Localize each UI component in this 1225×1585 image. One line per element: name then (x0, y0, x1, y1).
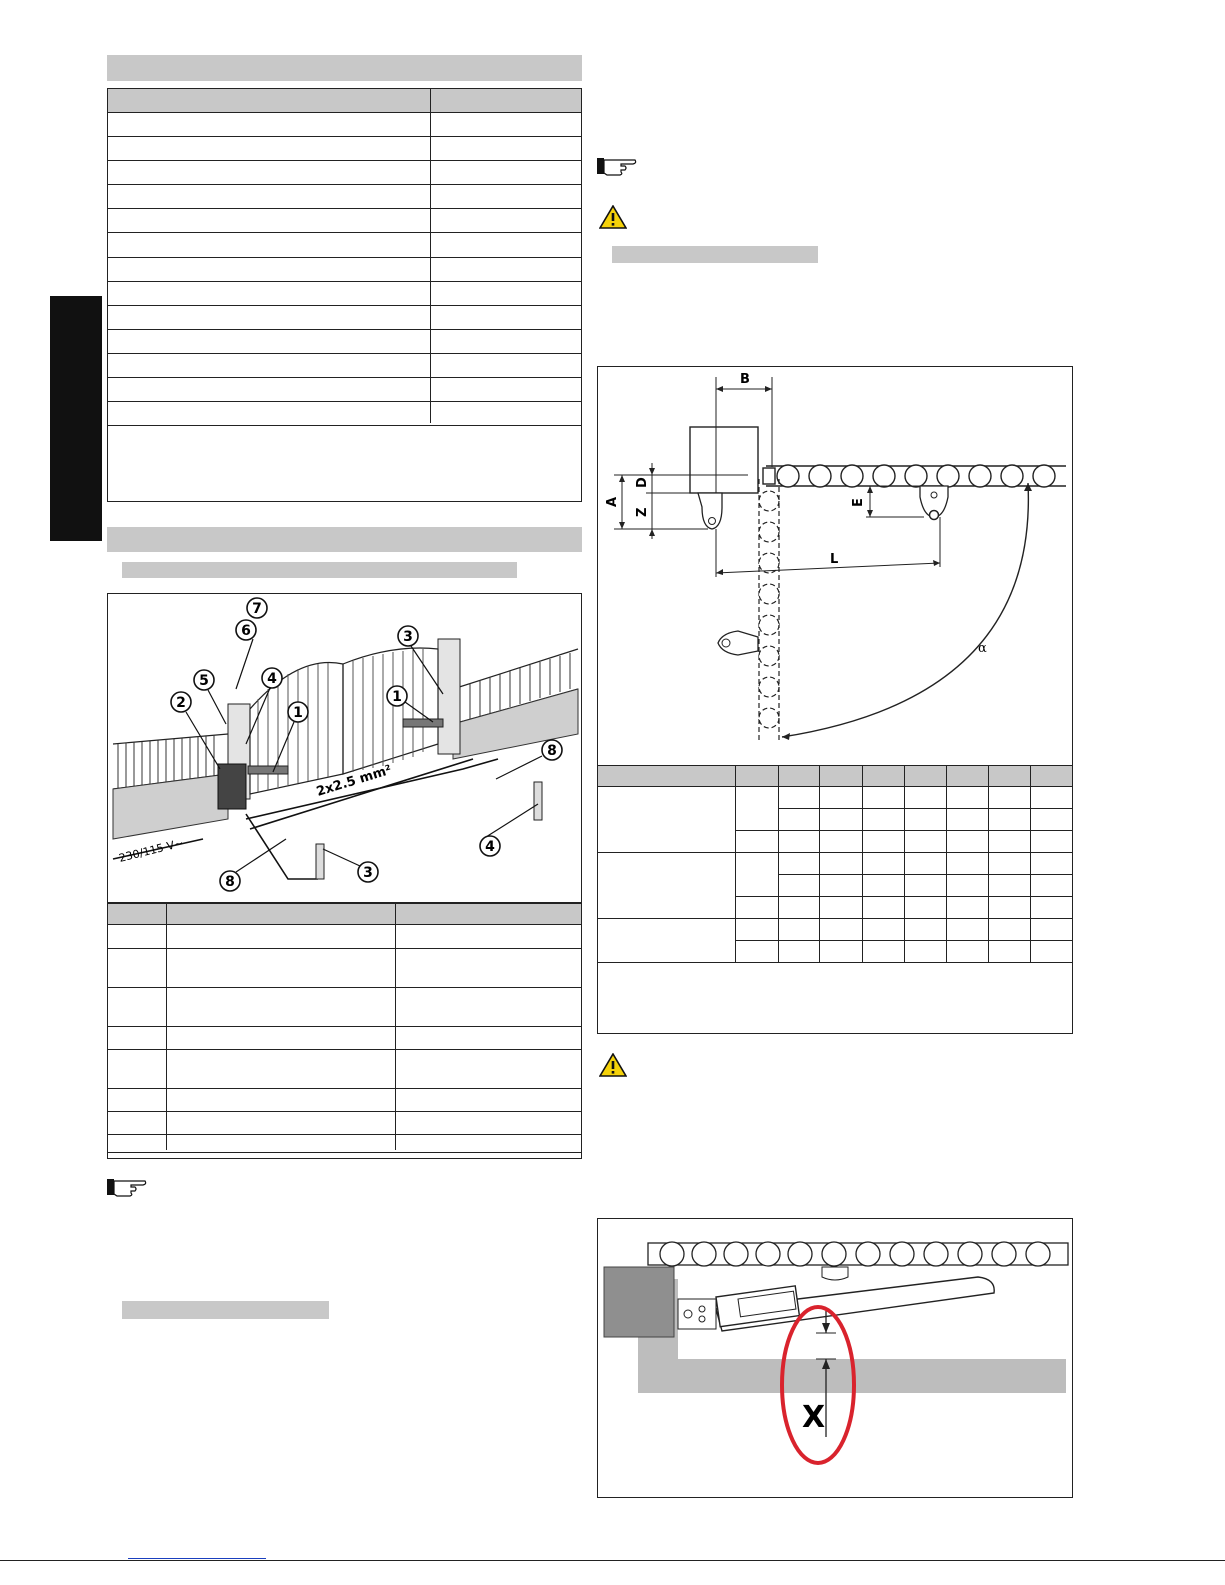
callout-3b: 3 (363, 865, 373, 881)
table-row (735, 896, 1072, 897)
installation-illustration (108, 594, 581, 902)
dim-label-d: D (635, 477, 650, 488)
table-row (108, 948, 581, 949)
clearance-mark: X (802, 1400, 826, 1435)
column-divider (395, 904, 396, 1150)
warning-icon-2 (599, 1053, 627, 1077)
warning-icon (599, 205, 627, 229)
table-row (108, 1152, 581, 1153)
footer-rule (0, 1560, 1225, 1561)
callout-4: 4 (267, 671, 277, 687)
table-row (108, 281, 581, 282)
table-row (108, 401, 581, 402)
angle-label: α (978, 641, 987, 656)
callout-6: 6 (241, 623, 251, 639)
table-row (108, 425, 581, 426)
callout-1: 1 (293, 705, 303, 721)
table-row (108, 377, 581, 378)
column-divider (430, 89, 431, 423)
table-row (108, 136, 581, 137)
dim-label-a: A (605, 496, 620, 507)
callout-5: 5 (199, 673, 209, 689)
footer-link-underline (128, 1558, 266, 1559)
column-divider (1030, 766, 1031, 963)
table-header-row (108, 89, 581, 112)
subsection-header-bottom (122, 1301, 329, 1319)
callout-8: 8 (547, 743, 557, 759)
dim-label-z: Z (635, 507, 650, 517)
table-row (108, 1026, 581, 1027)
legend-table (107, 903, 582, 1159)
table-row (598, 786, 1072, 787)
table-row (598, 962, 1072, 963)
dim-label-e: E (851, 498, 866, 507)
dim-label-l: L (830, 552, 839, 567)
geometry-diagram (597, 366, 1073, 1034)
table-row (108, 1134, 581, 1135)
table-row (778, 808, 1072, 809)
column-divider (778, 766, 779, 963)
table-row (778, 874, 1072, 875)
installation-diagram (107, 593, 582, 903)
side-tab (50, 296, 102, 541)
voltage-label: 230/115 V~ (117, 836, 185, 865)
table-row (108, 232, 581, 233)
table-row (108, 924, 581, 925)
table-row (108, 160, 581, 161)
technical-specs-table (107, 88, 582, 502)
pointing-hand-icon-right (597, 155, 637, 177)
callout-8b: 8 (225, 874, 235, 890)
clearance-illustration (598, 1219, 1072, 1497)
table-row (598, 918, 1072, 919)
callout-1b: 1 (392, 689, 402, 705)
table-row (108, 208, 581, 209)
geometry-table-header (598, 766, 1072, 786)
subsection-header-right (612, 246, 818, 263)
column-divider (862, 766, 863, 963)
clearance-diagram (597, 1218, 1073, 1498)
geometry-table (598, 765, 1072, 963)
table-row (108, 987, 581, 988)
column-divider (904, 766, 905, 963)
geometry-illustration (598, 367, 1072, 765)
table-row (598, 852, 1072, 853)
section-header-installation (107, 527, 582, 552)
column-divider (735, 766, 736, 963)
legend-header-row (108, 904, 581, 924)
table-row (108, 353, 581, 354)
table-row (108, 112, 581, 113)
pointing-hand-icon (107, 1176, 147, 1198)
dim-label-b: B (740, 372, 750, 387)
table-row (108, 1088, 581, 1089)
table-row (108, 257, 581, 258)
callout-7: 7 (252, 601, 262, 617)
table-row (108, 1111, 581, 1112)
table-row (108, 1049, 581, 1050)
callout-2: 2 (176, 695, 186, 711)
table-row (108, 184, 581, 185)
subsection-header-standard (122, 562, 517, 578)
table-row (108, 329, 581, 330)
column-divider (946, 766, 947, 963)
section-header-technical (107, 55, 582, 81)
column-divider (166, 904, 167, 1150)
column-divider (819, 766, 820, 963)
callout-3: 3 (403, 629, 413, 645)
table-row (108, 305, 581, 306)
column-divider (988, 766, 989, 963)
table-row (735, 830, 1072, 831)
table-row (735, 940, 1072, 941)
callout-4b: 4 (485, 839, 495, 855)
cable-label: 2x2.5 mm² (314, 762, 394, 800)
